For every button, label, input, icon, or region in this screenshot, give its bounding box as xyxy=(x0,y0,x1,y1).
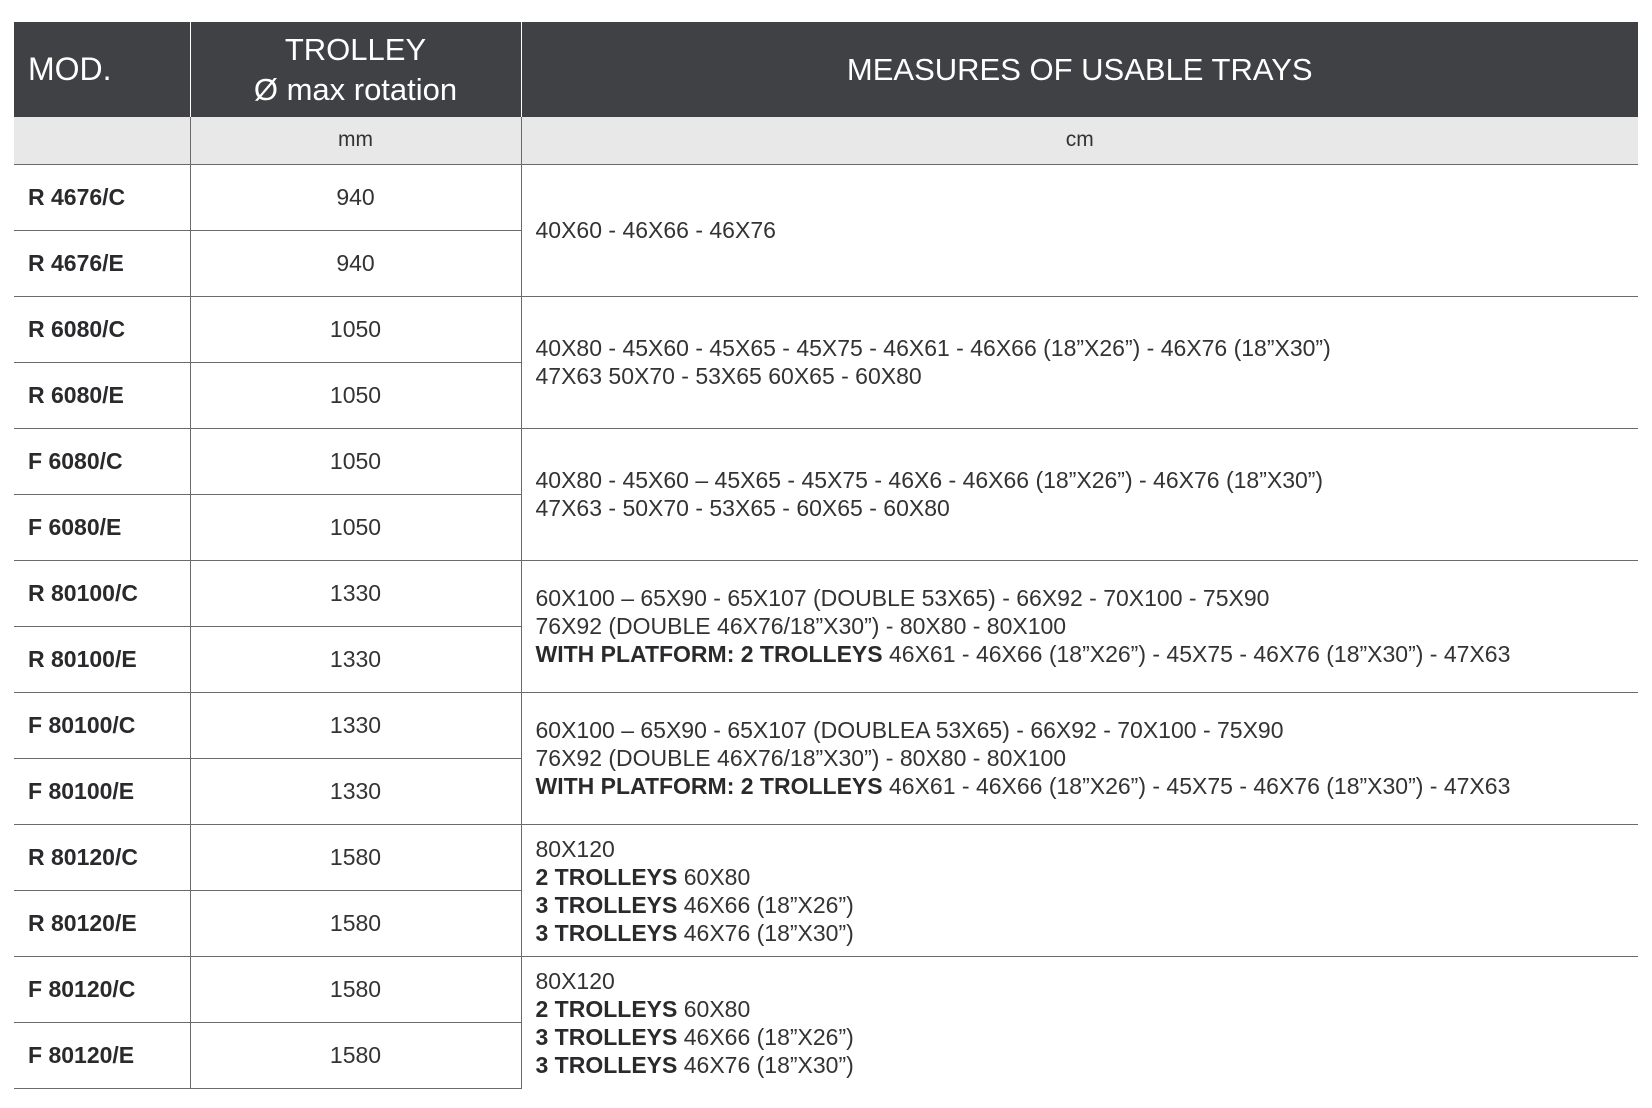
diameter-cell: 1330 xyxy=(190,626,521,692)
tray-line-sizes: 76X92 (DOUBLE 46X76/18”X30”) - 80X80 - 80X100 xyxy=(535,613,1067,639)
diameter-cell: 1050 xyxy=(190,428,521,494)
tray-line xyxy=(536,863,1629,891)
tray-line-label: 3 TROLLEYS xyxy=(535,1051,678,1078)
trays-cell xyxy=(521,428,1638,560)
tray-line-sizes: 46X66 (18”X26”) xyxy=(677,891,854,918)
table-row xyxy=(14,824,1638,890)
diameter-cell: 1580 xyxy=(190,824,521,890)
tray-line xyxy=(536,640,1629,668)
model-cell: R 6080/C xyxy=(14,296,190,362)
trays-cell xyxy=(521,296,1638,428)
tray-line-sizes: 47X63 50X70 - 53X65 60X65 - 60X80 xyxy=(535,363,922,389)
tray-line-sizes: 40X80 - 45X60 – 45X65 - 45X75 - 46X6 - 46X66 (18”X26”) - 46X76 (18”X30”) xyxy=(535,467,1324,493)
model-cell: R 80100/E xyxy=(14,626,190,692)
unit-trolley: mm xyxy=(190,117,521,164)
model-cell: F 6080/C xyxy=(14,428,190,494)
tray-line-label: 3 TROLLEYS xyxy=(535,891,678,918)
table-row xyxy=(14,560,1638,626)
tray-line-sizes: 76X92 (DOUBLE 46X76/18”X30”) - 80X80 - 80X100 xyxy=(535,745,1067,771)
tray-line xyxy=(536,1051,1629,1079)
diameter-cell: 1330 xyxy=(190,758,521,824)
tray-line xyxy=(536,466,1629,494)
tray-line xyxy=(536,744,1629,772)
tray-line xyxy=(536,967,1629,995)
header-measures: MEASURES OF USABLE TRAYS xyxy=(521,22,1638,117)
table-row xyxy=(14,956,1638,1022)
trays-cell xyxy=(521,824,1638,956)
diameter-cell: 940 xyxy=(190,164,521,230)
tray-line xyxy=(536,1023,1629,1051)
tray-line xyxy=(536,716,1629,744)
table-row xyxy=(14,428,1638,494)
diameter-cell: 1580 xyxy=(190,1022,521,1088)
unit-measures: cm xyxy=(521,117,1638,164)
model-cell: R 4676/E xyxy=(14,230,190,296)
tray-line-sizes: 60X80 xyxy=(677,863,751,890)
trays-cell xyxy=(521,164,1638,296)
tray-line-sizes: 60X100 – 65X90 - 65X107 (DOUBLE 53X65) - 66X92 - 70X100 - 75X90 xyxy=(535,585,1270,611)
model-cell: F 80100/E xyxy=(14,758,190,824)
diameter-cell: 1050 xyxy=(190,362,521,428)
tray-line xyxy=(536,995,1629,1023)
model-cell: R 6080/E xyxy=(14,362,190,428)
tray-line-label: WITH PLATFORM: 2 TROLLEYS xyxy=(535,641,883,667)
tray-line xyxy=(536,334,1629,362)
model-cell: F 6080/E xyxy=(14,494,190,560)
header-trolley-title: TROLLEY xyxy=(284,31,427,67)
tray-line xyxy=(536,919,1629,947)
diameter-cell: 940 xyxy=(190,230,521,296)
tray-line-label: WITH PLATFORM: 2 TROLLEYS xyxy=(535,773,883,799)
model-cell: F 80120/E xyxy=(14,1022,190,1088)
diameter-cell: 1580 xyxy=(190,956,521,1022)
model-cell: F 80120/C xyxy=(14,956,190,1022)
tray-line-sizes: 46X76 (18”X30”) xyxy=(677,1051,854,1078)
table-header xyxy=(14,22,1638,164)
model-cell: F 80100/C xyxy=(14,692,190,758)
tray-line-label: 2 TROLLEYS xyxy=(535,995,678,1022)
diameter-cell: 1330 xyxy=(190,560,521,626)
diameter-cell: 1050 xyxy=(190,296,521,362)
tray-line-sizes: 80X120 xyxy=(535,835,615,862)
diameter-cell: 1330 xyxy=(190,692,521,758)
diameter-cell: 1050 xyxy=(190,494,521,560)
tray-line-sizes: 60X100 – 65X90 - 65X107 (DOUBLEA 53X65) - 66X92 - 70X100 - 75X90 xyxy=(535,717,1284,743)
table-row xyxy=(14,692,1638,758)
tray-line-sizes: 80X120 xyxy=(535,967,615,994)
tray-line xyxy=(536,612,1629,640)
tray-line-label: 3 TROLLEYS xyxy=(535,1023,678,1050)
header-trolley xyxy=(190,22,521,117)
header-trolley-subtitle: Ø max rotation xyxy=(253,71,458,107)
header-mod: MOD. xyxy=(14,22,190,117)
model-cell: R 80120/C xyxy=(14,824,190,890)
tray-line-sizes: 46X66 (18”X26”) xyxy=(677,1023,854,1050)
model-cell: R 80120/E xyxy=(14,890,190,956)
spec-table xyxy=(14,22,1638,1089)
tray-line xyxy=(536,584,1629,612)
unit-row xyxy=(14,117,1638,164)
tray-line-label: 2 TROLLEYS xyxy=(535,863,678,890)
tray-line-sizes: 40X80 - 45X60 - 45X65 - 45X75 - 46X61 - 46X66 (18”X26”) - 46X76 (18”X30”) xyxy=(535,335,1331,361)
tray-line xyxy=(536,494,1629,522)
tray-line xyxy=(536,362,1629,390)
tray-line-sizes: 40X60 - 46X66 - 46X76 xyxy=(535,217,776,243)
tray-line xyxy=(536,891,1629,919)
tray-line-sizes: 46X76 (18”X30”) xyxy=(677,919,854,946)
tray-line xyxy=(536,216,1629,244)
tray-line xyxy=(536,772,1629,800)
table-body xyxy=(14,164,1638,1088)
unit-mod xyxy=(14,117,190,164)
tray-line-sizes: 46X61 - 46X66 (18”X26”) - 45X75 - 46X76 (18”X30”) - 47X63 xyxy=(882,773,1511,799)
tray-line-label: 3 TROLLEYS xyxy=(535,919,678,946)
table-row xyxy=(14,296,1638,362)
tray-line xyxy=(536,835,1629,863)
tray-line-sizes: 47X63 - 50X70 - 53X65 - 60X65 - 60X80 xyxy=(535,495,950,521)
model-cell: R 4676/C xyxy=(14,164,190,230)
diameter-cell: 1580 xyxy=(190,890,521,956)
trays-cell xyxy=(521,560,1638,692)
trays-cell xyxy=(521,692,1638,824)
tray-line-sizes: 46X61 - 46X66 (18”X26”) - 45X75 - 46X76 (18”X30”) - 47X63 xyxy=(882,641,1511,667)
trays-cell xyxy=(521,956,1638,1088)
header-row xyxy=(14,22,1638,117)
tray-line-sizes: 60X80 xyxy=(677,995,751,1022)
table-row xyxy=(14,164,1638,230)
model-cell: R 80100/C xyxy=(14,560,190,626)
